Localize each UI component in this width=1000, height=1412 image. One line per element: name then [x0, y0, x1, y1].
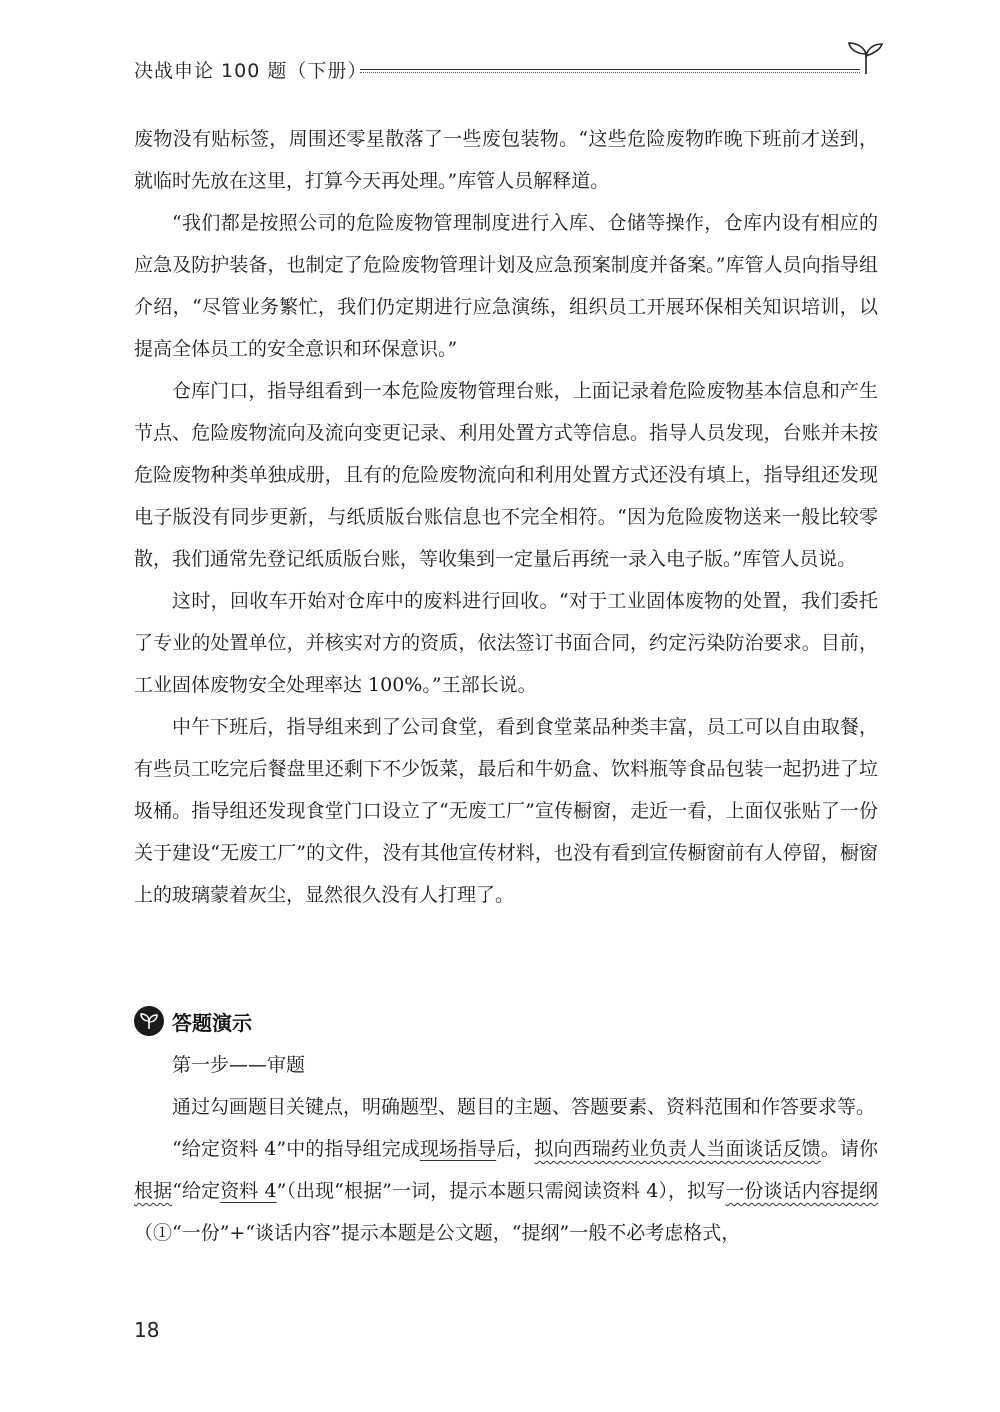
section-title: 答题演示: [172, 1010, 252, 1035]
running-header: [134, 48, 884, 88]
wavy-keyword: 根据: [134, 1180, 173, 1202]
wavy-keyword: 拟向西瑞药业负责人当面谈话反馈: [534, 1138, 821, 1160]
section-heading: [134, 1004, 252, 1038]
sprout-icon: [846, 40, 886, 76]
text-run: （①“一份”+“谈话内容”提示本题是公文题，“提纲”一般不必考虑格式，: [134, 1222, 741, 1244]
text-run: “给定资料 4”中的指导组完成: [172, 1138, 420, 1160]
page-number: 18: [134, 1318, 160, 1342]
analysis-text: [134, 1044, 878, 1254]
paragraph: 中午下班后，指导组来到了公司食堂，看到食堂菜品种类丰富，员工可以自由取餐，有些员工吃完后餐盘里还剩下不少饭菜，最后和牛奶盒、饮料瓶等食品包装一起扔进了垃圾桶。指导组还发现食堂门口设立了“无废工厂”宣传橱窗，走近一看，上面仅张贴了一份关于建设“无废工厂”的文件，没有其他宣传材料，也没有看到宣传橱窗前有人停留，橱窗上的玻璃蒙着灰尘，显然很久没有人打理了。: [134, 716, 878, 906]
paragraph: 这时，回收车开始对仓库中的废料进行回收。“对于工业固体废物的处置，我们委托了专业的处置单位，并核实对方的资质，依法签订书面合同，约定污染防治要求。目前，工业固体废物安全处理率达 100%。”王部长说。: [134, 590, 878, 696]
text-run: ”（出现“根据”一词，提示本题只需阅读资料 4），拟写: [276, 1180, 726, 1202]
header-rule: [360, 69, 860, 70]
question-paragraph: [134, 1128, 878, 1254]
underlined-keyword: 现场指导: [419, 1138, 497, 1160]
book-title: 决战申论 100 题（下册）: [134, 60, 368, 82]
body-text: [134, 118, 878, 916]
leaf-badge-icon: [134, 1006, 164, 1036]
text-run: 。请你: [820, 1138, 878, 1160]
text-run: “给定: [172, 1180, 221, 1202]
paragraph: “我们都是按照公司的危险废物管理制度进行入库、仓储等操作，仓库内设有相应的应急及防护装备，也制定了危险废物管理计划及应急预案制度并备案。”库管人员向指导组介绍，“尽管业务繁忙，我们仍定期进行应急演练，组织员工开展环保相关知识培训，以提高全体员工的安全意识和环保意识。”: [134, 212, 878, 360]
text-run: 后，: [496, 1138, 535, 1160]
underlined-keyword: 资料 4: [220, 1180, 277, 1202]
step-title: 第一步——审题: [172, 1054, 306, 1076]
paragraph: 通过勾画题目关键点，明确题型、题目的主题、答题要素、资料范围和作答要求等。: [172, 1096, 876, 1118]
paragraph: 仓库门口，指导组看到一本危险废物管理台账，上面记录着危险废物基本信息和产生节点、危险废物流向及流向变更记录、利用处置方式等信息。指导人员发现，台账并未按危险废物种类单独成册，且有的危险废物流向和利用处置方式还没有填上，指导组还发现电子版没有同步更新，与纸质版台账信息也不完全相符。“因为危险废物送来一般比较零散，我们通常先登记纸质版台账，等收集到一定量后再统一录入电子版。”库管人员说。: [134, 380, 878, 570]
paragraph: 废物没有贴标签，周围还零星散落了一些废包装物。“这些危险废物昨晚下班前才送到，就临时先放在这里，打算今天再处理。”库管人员解释道。: [134, 128, 878, 192]
wavy-keyword: 一份谈话内容提纲: [725, 1180, 878, 1202]
header-rule-dotted: [360, 72, 860, 73]
